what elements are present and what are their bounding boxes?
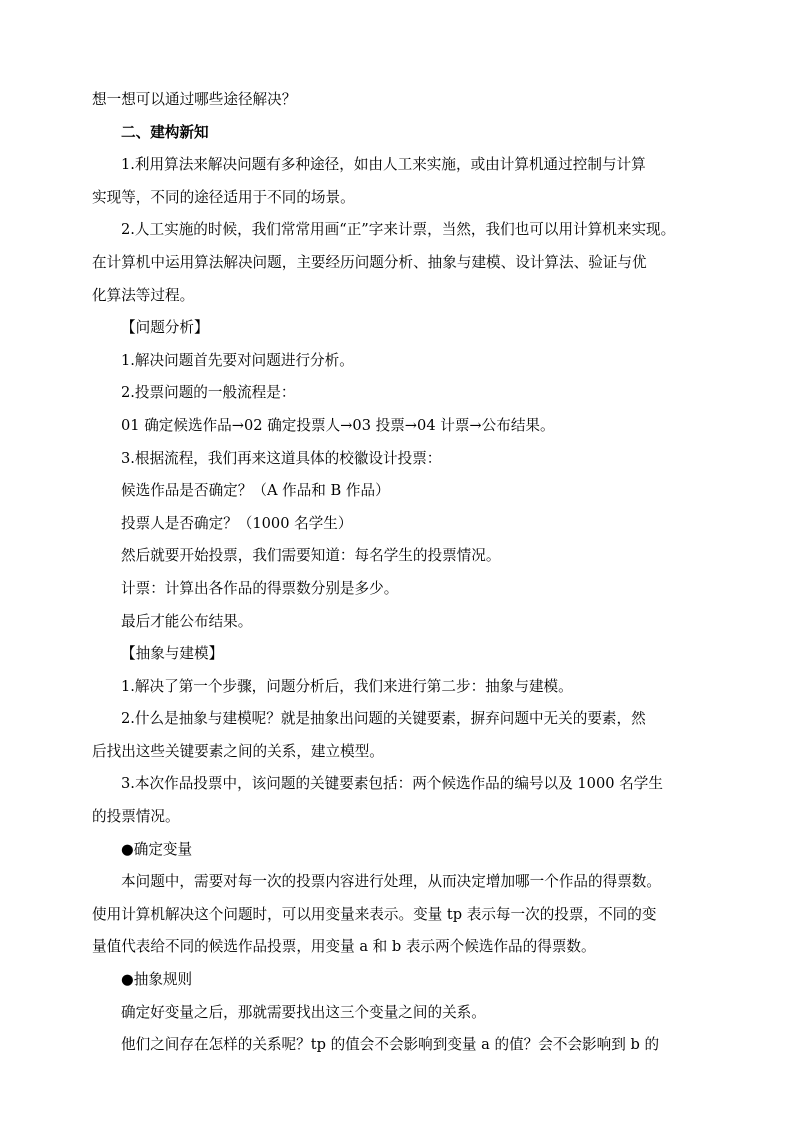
- subsection-heading: 【抽象与建模】: [121, 645, 224, 663]
- text-line: 本问题中，需要对每一次的投票内容进行处理，从而决定增加哪一个作品的得票数。: [121, 873, 661, 891]
- text-line: 在计算机中运用算法解决问题，主要经历问题分析、抽象与建模、设计算法、验证与优: [92, 253, 647, 271]
- text-line: 确定好变量之后，那就需要找出这三个变量之间的关系。: [121, 1003, 486, 1021]
- subsection-heading: 【问题分析】: [121, 319, 209, 337]
- text-line: 他们之间存在怎样的关系呢？tp 的值会不会影响到变量 a 的值？会不会影响到 b 的: [121, 1036, 660, 1054]
- text-line: 化算法等过程。: [92, 286, 195, 304]
- text-line: 最后才能公布结果。: [121, 612, 253, 630]
- text-line: 2.人工实施的时候，我们常常用画“正”字来计票，当然，我们也可以用计算机来实现。: [121, 221, 676, 239]
- bullet-heading: ●确定变量: [121, 840, 193, 858]
- text-line: 3.本次作品投票中，该问题的关键要素包括：两个候选作品的编号以及 1000 名学生: [121, 775, 663, 793]
- text-line: 1.利用算法来解决问题有多种途径，如由人工来实施，或由计算机通过控制与计算: [121, 156, 646, 174]
- text-line: 1.解决了第一个步骤，问题分析后，我们来进行第二步：抽象与建模。: [121, 677, 573, 695]
- text-line: 2.什么是抽象与建模呢？就是抽象出问题的关键要素，摒弃问题中无关的要素，然: [121, 710, 646, 728]
- text-line: 3.根据流程，我们再来这道具体的校徽设计投票：: [121, 449, 442, 467]
- document-page: [92, 84, 706, 1062]
- section-heading: 二、建构新知: [121, 123, 209, 141]
- text-line: 2.投票问题的一般流程是：: [121, 384, 296, 402]
- text-line: 实现等，不同的途径适用于不同的场景。: [92, 188, 355, 206]
- text-line: 量值代表给不同的候选作品投票，用变量 a 和 b 表示两个候选作品的得票数。: [92, 938, 596, 956]
- text-line: 然后就要开始投票，我们需要知道：每名学生的投票情况。: [121, 547, 501, 565]
- text-line: 想一想可以通过哪些途径解决？: [92, 91, 297, 108]
- text-line: 使用计算机解决这个问题时，可以用变量来表示。变量 tp 表示每一次的投票，不同的变: [92, 905, 657, 923]
- bullet-heading: ●抽象规则: [121, 971, 193, 989]
- text-line: 计票：计算出各作品的得票数分别是多少。: [121, 579, 399, 597]
- text-line: 1.解决问题首先要对问题进行分析。: [121, 351, 354, 369]
- text-line: 投票人是否确定？（1000 名学生）: [121, 514, 353, 532]
- text-line: 候选作品是否确定？（A 作品和 B 作品）: [121, 482, 390, 500]
- text-line: 的投票情况。: [92, 808, 180, 826]
- text-line: 01 确定候选作品→02 确定投票人→03 投票→04 计票→公布结果。: [121, 416, 555, 434]
- text-line: 后找出这些关键要素之间的关系，建立模型。: [92, 742, 384, 760]
